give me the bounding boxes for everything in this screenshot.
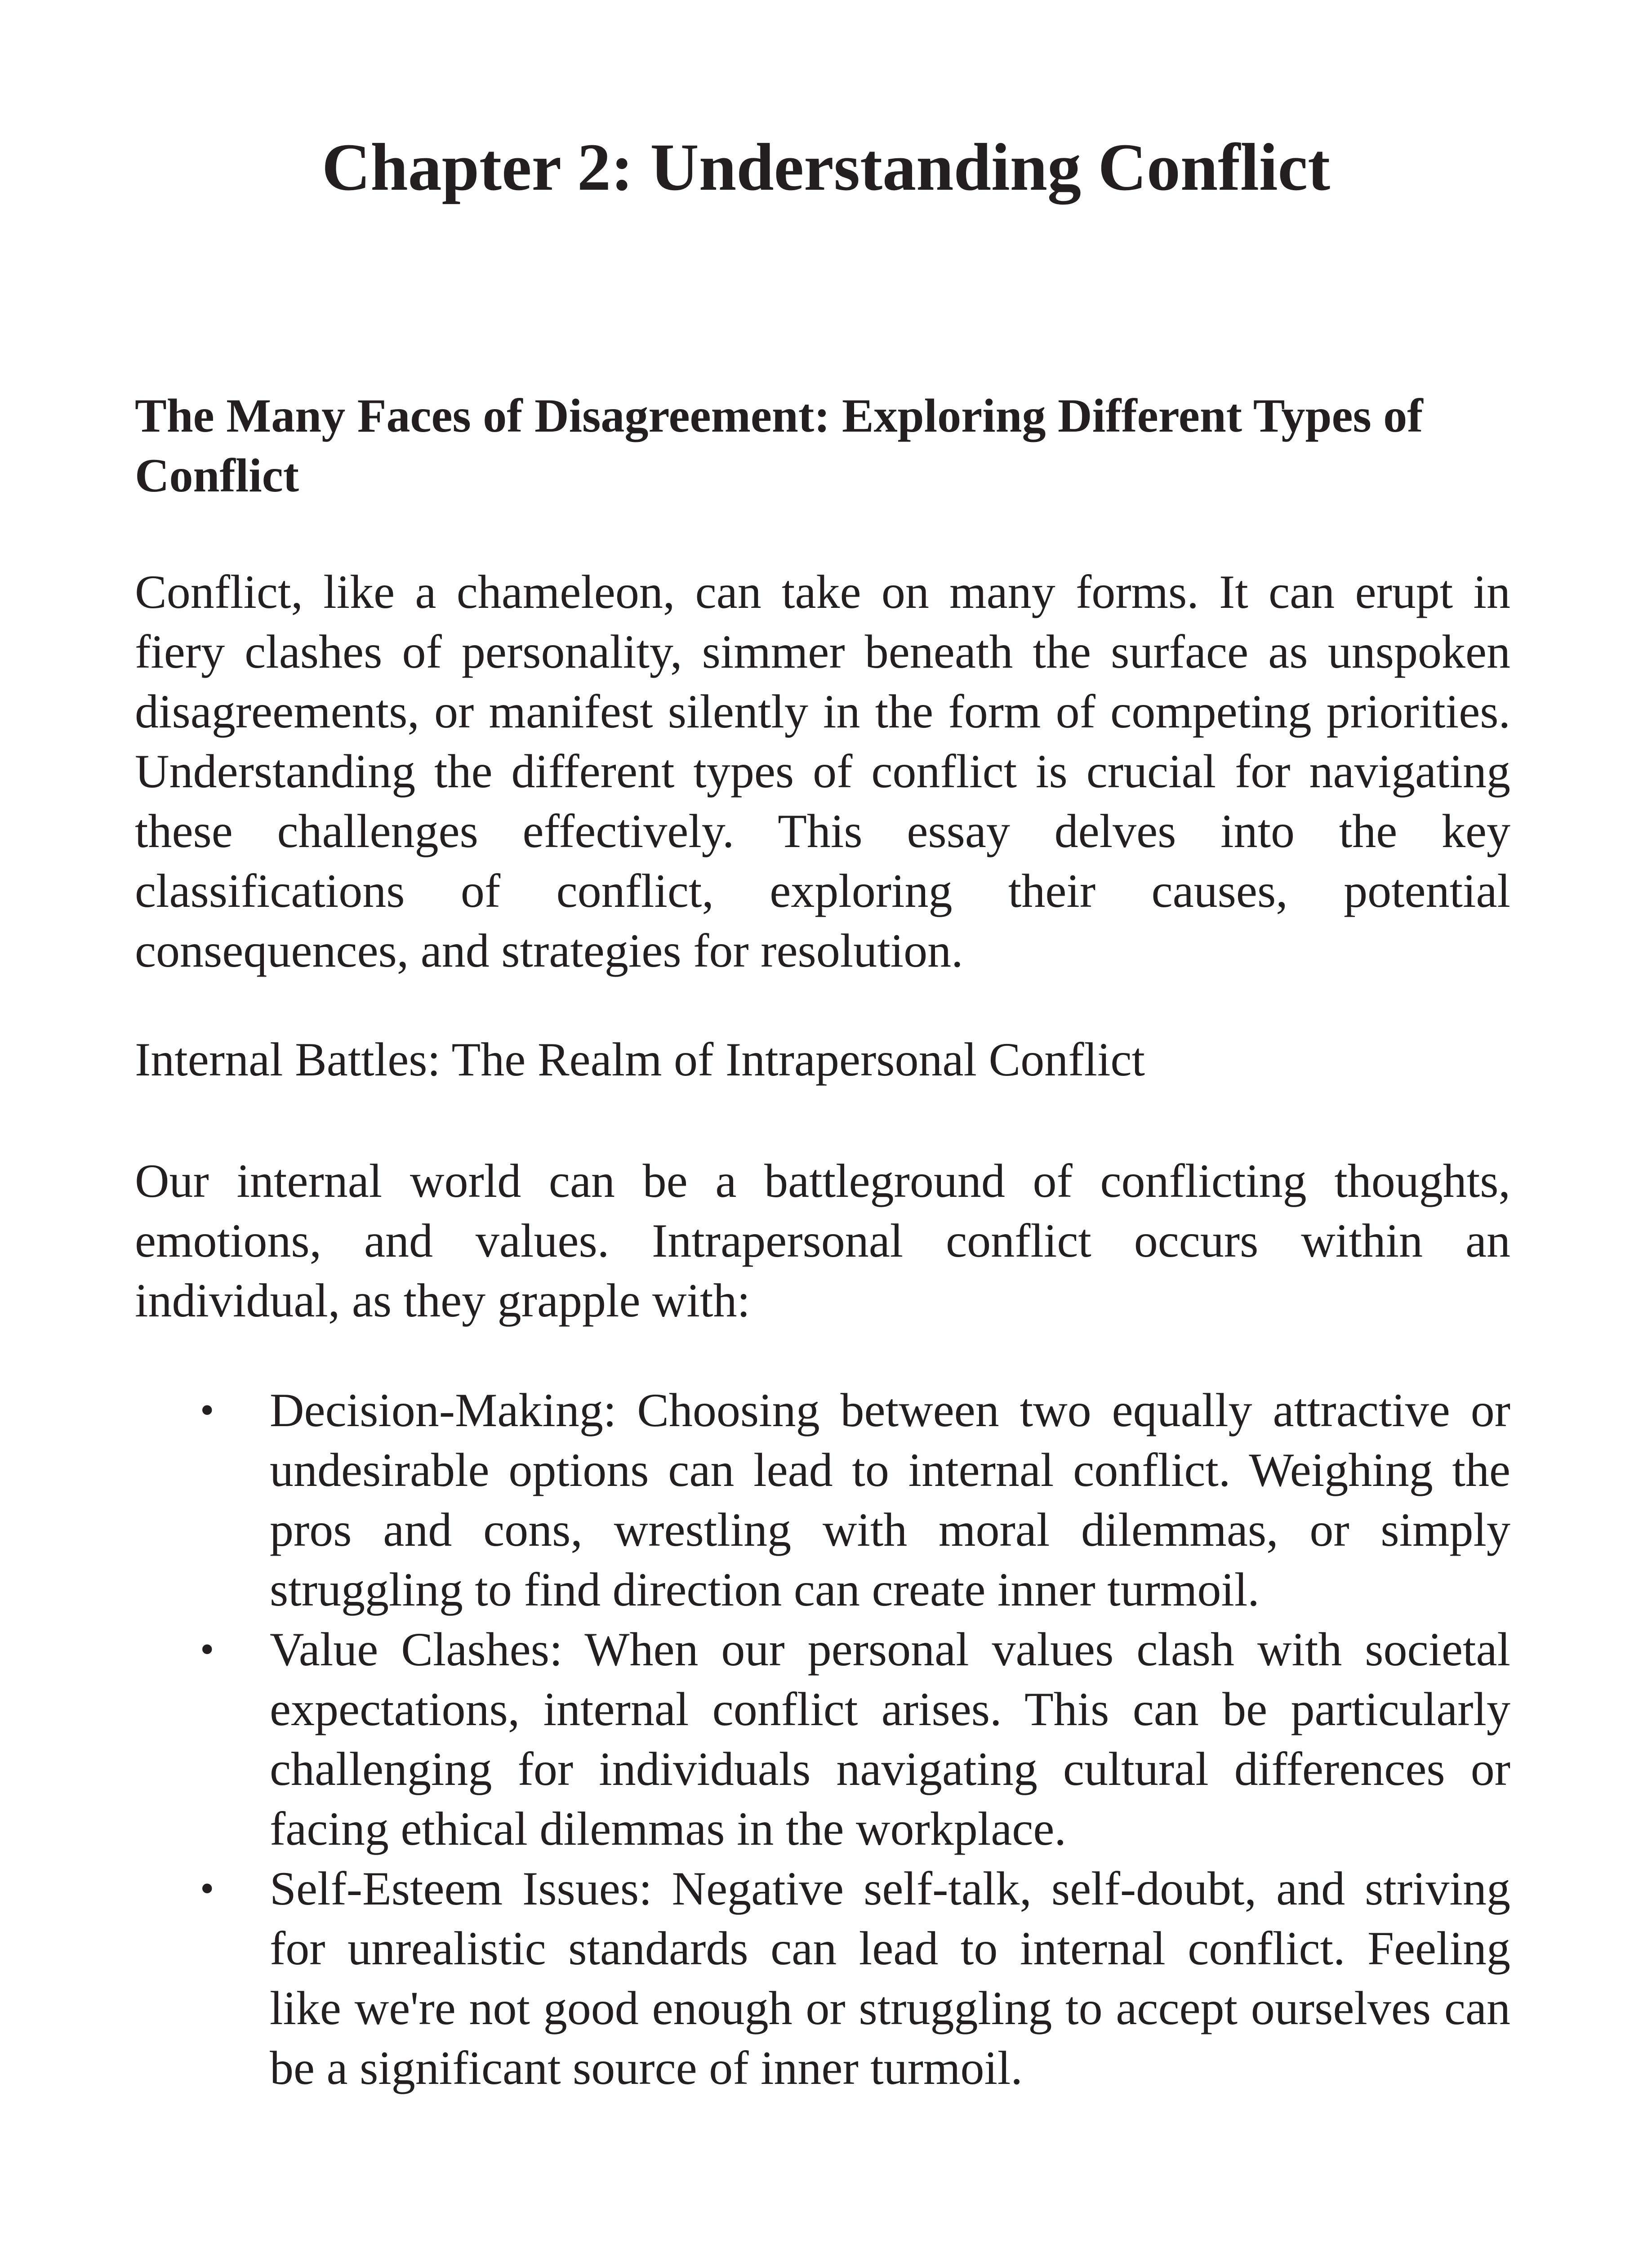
intro-paragraph: Conflict, like a chameleon, can take on many forms. It can erupt in fiery clashes of personality, simmer beneath the surface as unspoken disagreements, or manifest silently in the form of competing priorities. Understanding the different types of conflict is crucial for navigating these challenges effectively. This essay delves into the key classifications of conflict, exploring their causes, potential consequences, and strategies for resolution.: [135, 566, 1510, 977]
bullet-text: Value Clashes: When our personal values clash with societal expectations, internal conflict arises. This can be particularly challenging for individuals navigating cultural differences or facing ethical dilemmas in the workplace.: [270, 1623, 1510, 1855]
bullet-item-decision-making: [135, 1380, 1510, 1619]
bullet-item-value-clashes: [135, 1619, 1510, 1859]
bullet-icon: •: [200, 1866, 214, 1911]
chapter-title: Chapter 2: Understanding Conflict: [321, 130, 1331, 205]
bullet-item-self-esteem: [135, 1859, 1510, 2098]
bullet-list: [135, 1380, 1510, 2098]
bullet-icon: •: [200, 1627, 214, 1672]
intrapersonal-paragraph: Our internal world can be a battleground of conflicting thoughts, emotions, and values. Intrapersonal conflict occurs within an individual, as they grapple with:: [135, 1155, 1510, 1327]
bullet-text: Self-Esteem Issues: Negative self-talk, self-doubt, and striving for unrealistic standards can lead to internal conflict. Feeling like we're not good enough or struggling to accept ourselves can be a significant source of inner turmoil.: [270, 1862, 1510, 2094]
bullet-text: Decision-Making: Choosing between two equally attractive or undesirable options can lead to internal conflict. Weighing the pros and cons, wrestling with moral dilemmas, or simply struggling to find direction can create inner turmoil.: [270, 1384, 1510, 1616]
section-heading: The Many Faces of Disagreement: Exploring Different Types of Conflict: [135, 389, 1423, 502]
subsection-heading: Internal Battles: The Realm of Intrapersonal Conflict: [135, 1033, 1145, 1086]
bullet-icon: •: [200, 1388, 214, 1432]
